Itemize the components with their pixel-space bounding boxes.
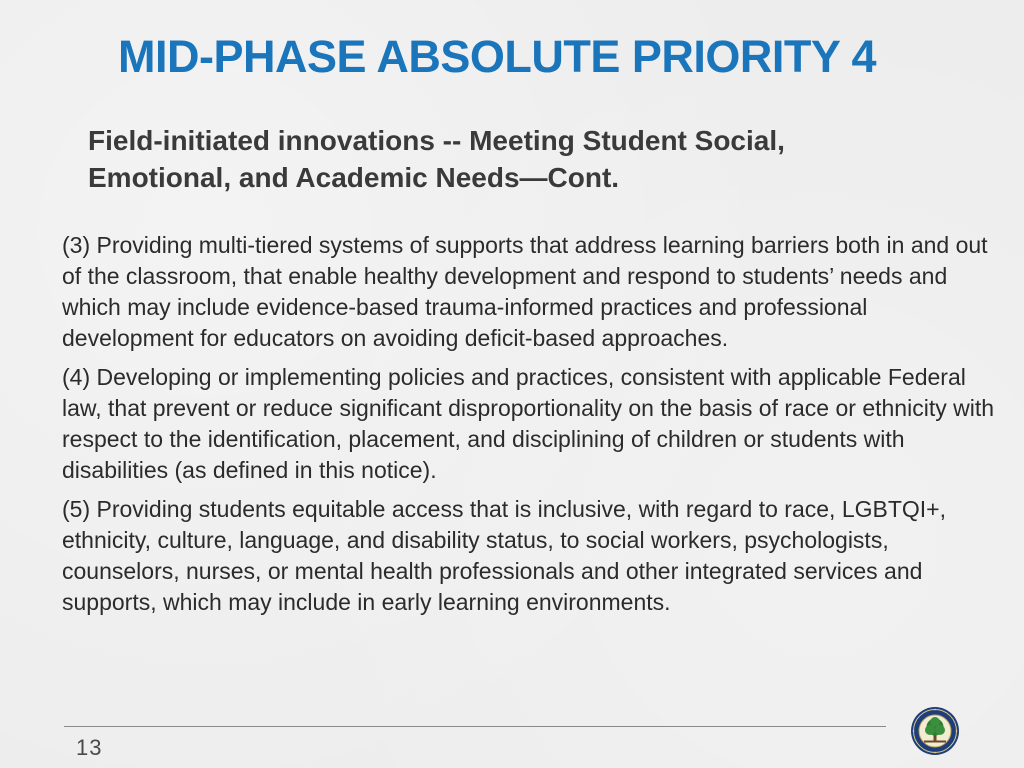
priority-item-4: (4) Developing or implementing policies and practices, consistent with applicable Federal law, that prevent or reduce significant disproportionality on the basis of race or ethnicity with respect to the identification, placement, and disciplining of children or students with disabilities (as defined in this notice).	[62, 364, 994, 483]
slide-title: MID-PHASE ABSOLUTE PRIORITY 4	[118, 31, 877, 82]
department-of-education-seal-icon	[910, 706, 960, 756]
subtitle-line-1: Field-initiated innovations -- Meeting Student Social,	[88, 125, 785, 156]
subtitle-line-2: Emotional, and Academic Needs—Cont.	[88, 162, 620, 193]
priority-item-3: (3) Providing multi-tiered systems of supports that address learning barriers both in and out of the classroom, that enable healthy development and respond to students’ needs and which may include evidence-based trauma-informed practices and professional development for educators on avoiding deficit-based approaches.	[62, 232, 988, 351]
priority-item-5: (5) Providing students equitable access that is inclusive, with regard to race, LGBTQI+, ethnicity, culture, language, and disability status, to social workers, psychologists, counselors, nurses, or mental health professionals and other integrated services and supports, which may include in early learning environments.	[62, 496, 947, 615]
page-number: 13	[76, 735, 103, 760]
priority-list	[62, 230, 997, 626]
footer-divider	[64, 726, 886, 727]
slide-subtitle	[88, 122, 948, 196]
